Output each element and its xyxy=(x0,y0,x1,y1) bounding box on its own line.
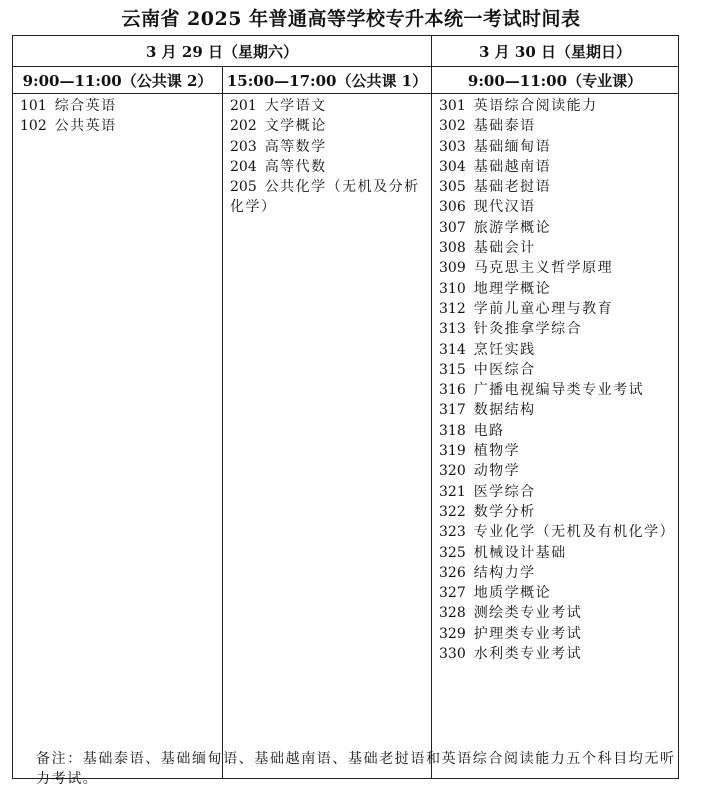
session-time: 9:00—11:00 xyxy=(467,71,568,90)
day-date: 3 月 30 日 xyxy=(479,42,556,61)
subject-code: 304 xyxy=(439,158,466,175)
session-header-public-1 xyxy=(223,67,432,94)
subject-list xyxy=(13,94,222,137)
subject-name: 基础老挝语 xyxy=(473,179,552,196)
session-time: 9:00—11:00 xyxy=(22,71,122,90)
subject-item xyxy=(230,177,431,218)
subject-name: 马克思主义哲学原理 xyxy=(473,260,614,277)
subject-name: 文学概论 xyxy=(264,118,327,135)
day-header-saturday xyxy=(13,36,432,67)
subject-name: 动物学 xyxy=(473,463,521,480)
subject-code: 310 xyxy=(439,280,466,297)
subject-name: 大学语文 xyxy=(264,98,327,114)
subject-code: 201 xyxy=(230,98,257,114)
subject-item xyxy=(439,644,678,664)
subject-name: 广播电视编导类专业考试 xyxy=(473,382,645,399)
subject-item xyxy=(439,563,678,583)
subject-code: 305 xyxy=(439,179,466,196)
subject-list xyxy=(223,94,431,218)
subject-code: 308 xyxy=(439,240,466,257)
day-header-sunday xyxy=(432,36,679,67)
subject-name: 高等数学 xyxy=(264,138,327,155)
subject-name: 植物学 xyxy=(473,443,521,460)
subject-code: 202 xyxy=(230,118,257,135)
subject-list xyxy=(432,94,678,664)
subject-name: 公共英语 xyxy=(54,118,117,135)
page-title: 云南省 2025 年普通高等学校专升本统一考试时间表 xyxy=(121,8,581,30)
exam-schedule-table xyxy=(12,35,679,779)
subject-name: 测绘类专业考试 xyxy=(473,605,583,622)
day-date: 3 月 29 日 xyxy=(146,42,223,61)
subject-item xyxy=(230,157,431,177)
subject-item xyxy=(439,360,678,380)
subject-item xyxy=(439,502,678,522)
subject-name: 机械设计基础 xyxy=(473,544,567,561)
subject-code: 327 xyxy=(439,585,466,602)
subject-name: 基础泰语 xyxy=(473,118,536,135)
subject-item xyxy=(439,482,678,502)
subject-code: 309 xyxy=(439,260,466,277)
subject-name: 医学综合 xyxy=(473,483,536,500)
subject-name: 数据结构 xyxy=(473,402,536,419)
subject-item xyxy=(439,238,678,258)
session-header-public-2 xyxy=(13,67,223,94)
subject-code: 323 xyxy=(439,524,466,541)
subject-name: 学前儿童心理与教育 xyxy=(473,300,614,317)
subject-name: 烹饪实践 xyxy=(473,341,536,358)
subject-name: 结构力学 xyxy=(473,564,536,581)
subject-name: 水利类专业考试 xyxy=(473,646,583,663)
subject-item xyxy=(439,624,678,644)
subject-item xyxy=(439,522,678,542)
subject-item xyxy=(439,319,678,339)
subject-item xyxy=(439,380,678,400)
session-header-row xyxy=(13,67,679,94)
subject-name: 公共化学（无机及分析化学） xyxy=(230,179,420,216)
subject-item xyxy=(439,279,678,299)
subject-item xyxy=(439,441,678,461)
subject-item xyxy=(439,137,678,157)
subject-name: 基础会计 xyxy=(473,240,536,257)
subject-name: 电路 xyxy=(473,422,505,439)
subject-item xyxy=(230,137,431,157)
session-time: 15:00—17:00 xyxy=(226,71,337,90)
subject-code: 203 xyxy=(230,138,257,155)
subject-item xyxy=(439,116,678,136)
subject-item xyxy=(439,400,678,420)
subject-item xyxy=(230,96,431,116)
subject-item xyxy=(439,543,678,563)
subjects-public-1 xyxy=(223,94,432,779)
subject-name: 基础越南语 xyxy=(473,158,552,175)
subject-item xyxy=(439,299,678,319)
subject-item xyxy=(439,340,678,360)
subject-name: 旅游学概论 xyxy=(473,219,552,236)
subjects-major xyxy=(432,94,679,779)
subject-name: 专业化学（无机及有机化学） xyxy=(473,524,676,541)
subject-name: 基础缅甸语 xyxy=(473,138,552,155)
subject-name: 综合英语 xyxy=(54,98,117,114)
footnote: 备注：基础泰语、基础缅甸语、基础越南语、基础老挝语和英语综合阅读能力五个科目均无听力考试。 xyxy=(36,751,676,787)
subject-code: 102 xyxy=(20,118,47,135)
subject-item xyxy=(230,116,431,136)
subject-code: 101 xyxy=(20,98,47,114)
subject-code: 330 xyxy=(439,646,466,663)
subject-code: 328 xyxy=(439,605,466,622)
subject-code: 325 xyxy=(439,544,466,561)
subject-item xyxy=(439,96,678,116)
subject-code: 326 xyxy=(439,564,466,581)
subject-code: 329 xyxy=(439,625,466,642)
subject-code: 320 xyxy=(439,463,466,480)
subject-name: 英语综合阅读能力 xyxy=(473,98,598,114)
subject-name: 针灸推拿学综合 xyxy=(473,321,583,338)
subject-item xyxy=(439,258,678,278)
subjects-row xyxy=(13,94,679,779)
subject-code: 302 xyxy=(439,118,466,135)
subject-item xyxy=(439,421,678,441)
subject-name: 数学分析 xyxy=(473,503,536,520)
subject-item xyxy=(439,461,678,481)
subject-code: 322 xyxy=(439,503,466,520)
subject-name: 地理学概论 xyxy=(473,280,552,297)
subject-code: 318 xyxy=(439,422,466,439)
subject-name: 中医综合 xyxy=(473,361,536,378)
subject-code: 204 xyxy=(230,158,257,175)
session-category: （专业课） xyxy=(567,71,643,90)
subject-code: 306 xyxy=(439,199,466,216)
subject-item xyxy=(439,583,678,603)
subject-code: 301 xyxy=(439,98,466,114)
subject-code: 314 xyxy=(439,341,466,358)
subject-code: 313 xyxy=(439,321,466,338)
subject-item xyxy=(439,177,678,197)
subject-code: 315 xyxy=(439,361,466,378)
subject-code: 317 xyxy=(439,402,466,419)
subjects-public-2 xyxy=(13,94,223,779)
day-header-row xyxy=(13,36,679,67)
subject-item xyxy=(439,218,678,238)
subject-code: 316 xyxy=(439,382,466,399)
subject-code: 307 xyxy=(439,219,466,236)
subject-code: 312 xyxy=(439,300,466,317)
day-weekday: （星期日） xyxy=(555,42,631,61)
subject-code: 319 xyxy=(439,443,466,460)
subject-item xyxy=(439,157,678,177)
day-weekday: （星期六） xyxy=(222,42,298,61)
subject-item xyxy=(20,96,222,116)
session-category: （公共课 1） xyxy=(336,71,428,90)
subject-code: 205 xyxy=(230,179,257,196)
subject-item xyxy=(439,603,678,623)
subject-name: 地质学概论 xyxy=(473,585,552,602)
subject-name: 护理类专业考试 xyxy=(473,625,583,642)
subject-item xyxy=(20,116,222,136)
session-header-major xyxy=(432,67,679,94)
subject-name: 高等代数 xyxy=(264,158,327,175)
session-category: （公共课 2） xyxy=(121,71,213,90)
subject-item xyxy=(439,197,678,217)
subject-name: 现代汉语 xyxy=(473,199,536,216)
subject-code: 321 xyxy=(439,483,466,500)
subject-code: 303 xyxy=(439,138,466,155)
